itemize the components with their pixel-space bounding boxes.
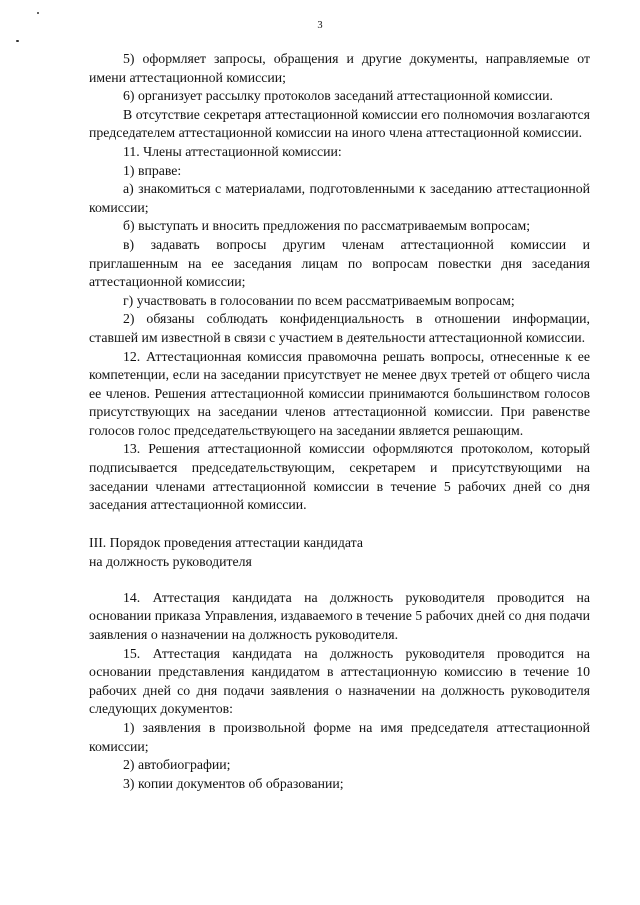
paragraph: г) участвовать в голосовании по всем рассматриваемым вопросам; <box>123 292 515 308</box>
scan-speck <box>37 12 39 14</box>
document-body <box>89 50 590 793</box>
paragraph: 12. Аттестационная комиссия правомочна решать вопросы, отнесенные к ее компетенции, если на заседании присутствует не менее двух третей от общего числа ее членов. Решения аттестационной комиссии принимаются большинством голосов присутствующих на заседании членов аттестационной комиссии. При равенстве голосов голос председательствующего на заседании является решающим. <box>89 348 590 438</box>
paragraph: 3) копии документов об образовании; <box>123 775 344 791</box>
section-heading-line: на должность руководителя <box>89 553 252 569</box>
page-number: 3 <box>317 20 323 31</box>
paragraph: 2) обязаны соблюдать конфиденциальность в отношении информации, ставшей им известной в связи с участием в деятельности аттестационной комиссии. <box>89 311 590 345</box>
section-heading-line: III. Порядок проведения аттестации кандидата <box>89 534 363 550</box>
paragraph: 1) вправе: <box>123 162 182 178</box>
paragraph: 2) автобиографии; <box>123 757 231 773</box>
paragraph: 15. Аттестация кандидата на должность руководителя проводится на основании представления кандидатом в аттестационную комиссию в течение 10 рабочих дней со дня подачи заявления о назначении на должность руководителя следующих документов: <box>89 645 590 717</box>
paragraph: 13. Решения аттестационной комиссии оформляются протоколом, который подписывается председательствующим, секретарем и присутствующими на заседании членами аттестационной комиссии в течение 5 рабочих дней со дня заседания аттестационной комиссии. <box>89 441 590 513</box>
paragraph: 1) заявления в произвольной форме на имя председателя аттестационной комиссии; <box>89 720 590 754</box>
section-heading <box>89 533 590 571</box>
paragraph: 14. Аттестация кандидата на должность руководителя проводится на основании приказа Управления, издаваемого в течение 5 рабочих дней со дня подачи заявления о назначении на должность руководителя. <box>89 589 590 643</box>
paragraph: В отсутствие секретаря аттестационной комиссии его полномочия возлагаются председателем аттестационной комиссии на иного члена аттестационной комиссии. <box>89 106 590 141</box>
scan-speck <box>16 40 19 42</box>
paragraph: 6) организует рассылку протоколов заседаний аттестационной комиссии. <box>123 88 553 104</box>
paragraph: 11. Члены аттестационной комиссии: <box>123 143 342 159</box>
paragraph: а) знакомиться с материалами, подготовленными к заседанию аттестационной комиссии; <box>89 181 590 215</box>
paragraph: б) выступать и вносить предложения по рассматриваемым вопросам; <box>123 218 531 234</box>
paragraph: в) задавать вопросы другим членам аттестационной комиссии и приглашенным на ее заседания лицам по вопросам повестки дня заседания аттестационной комиссии; <box>89 236 590 290</box>
paragraph: 5) оформляет запросы, обращения и другие документы, направляемые от имени аттестационной комиссии; <box>89 51 590 85</box>
